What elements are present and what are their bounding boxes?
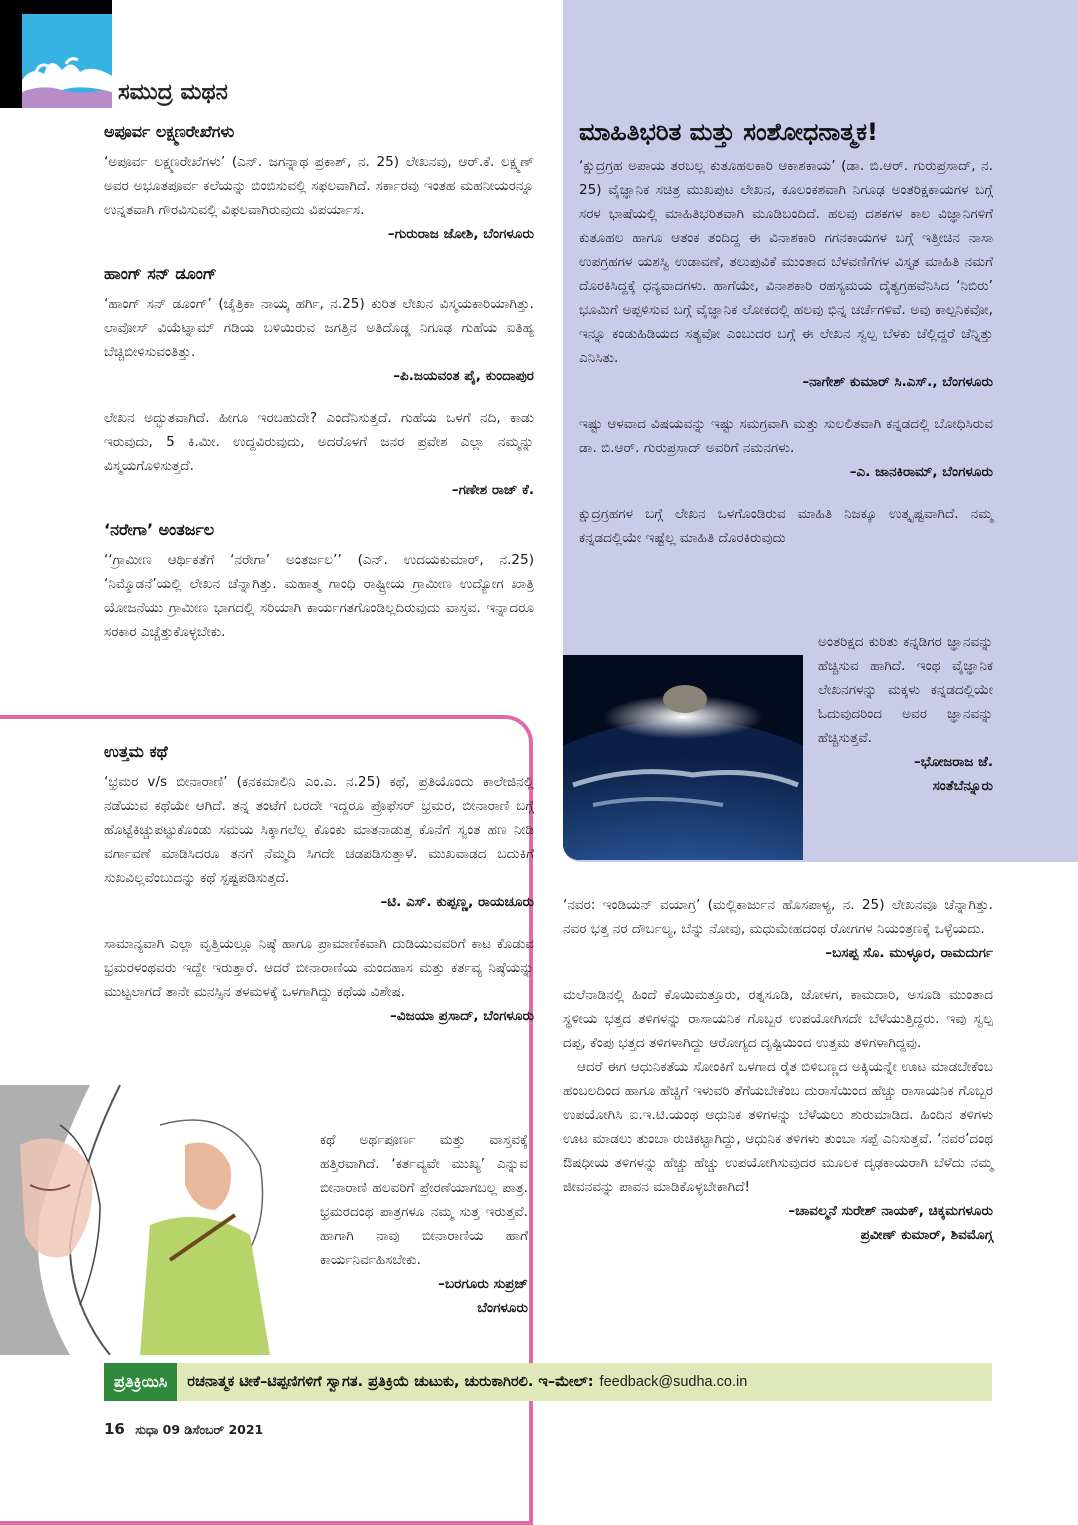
letter-signature-place: ಸಂತೆಬೆನ್ನೂರು bbox=[932, 778, 993, 794]
feedback-text: ರಚನಾತ್ಮಕ ಟೀಕೆ–ಟಿಪ್ಪಣಿಗಳಿಗೆ ಸ್ವಾಗತ. ಪ್ರತಿಕ್ರಿಯೆ ಚುಟುಕು, ಚುರುಕಾಗಿರಲಿ. ಇ–ಮೇಲ್: bbox=[187, 1374, 594, 1390]
letter-signature: –ಚಾವಲ್ಮನೆ ಸುರೇಶ್ ನಾಯಕ್, ಚಿಕ್ಕಮಗಳೂರು bbox=[788, 1203, 993, 1219]
wave-logo-icon bbox=[22, 14, 112, 108]
issue-info: ಸುಧಾ 09 ಡಿಸೆಂಬರ್ 2021 bbox=[135, 1422, 264, 1437]
aside-text-column bbox=[818, 630, 993, 816]
letter-signature: –ಬಸಪ್ಪ ಸೊ. ಮುಳ್ಳೂರ, ರಾಮದುರ್ಗ bbox=[825, 945, 993, 961]
letter-signature: –ವಿಜಯಾ ಪ್ರಸಾದ್, ಬೆಂಗಳೂರು bbox=[390, 1008, 534, 1024]
feedback-banner bbox=[104, 1363, 992, 1401]
letter-body: ಸಾಮಾನ್ಯವಾಗಿ ಎಲ್ಲಾ ವೃತ್ತಿಯಲ್ಲೂ ನಿಷ್ಠೆ ಹಾಗೂ ಪ್ರಾಮಾಣಿಕವಾಗಿ ದುಡಿಯುವವರಿಗೆ ಕಾಟ ಕೊಡುವ ಭ್ರಮರಳಂಥವರು ಇದ್ದೇ ಇರುತ್ತಾರೆ. ಆದರೆ ಬೀನಾರಾಣಿಯ ಮಂದಹಾಸ ಮತ್ತು ಕರ್ತವ್ಯ ನಿಷ್ಠೆಯನ್ನು ಮುಟ್ಟಲಾಗದೆ ತಾನೇ ಮನಸ್ಸಿನ ತಳಮಳಕ್ಕೆ ಒಳಗಾಗಿದ್ದು ಕಥೆಯ ವಿಶೇಷ. bbox=[104, 936, 534, 1000]
letter-signature: –ಬರಗೂರು ಸುಪ್ರಜ್ bbox=[438, 1276, 528, 1292]
story-column bbox=[104, 742, 534, 1046]
letter-signature: –ಎ. ಜಾನಕಿರಾಮ್, ಬೆಂಗಳೂರು bbox=[849, 464, 993, 480]
page-number: 16 bbox=[104, 1420, 125, 1438]
feedback-tag: ಪ್ರತಿಕ್ರಿಯಿಸಿ bbox=[104, 1363, 177, 1401]
letter-body: ಲೇಖನ ಅದ್ಭುತವಾಗಿದೆ. ಹೀಗೂ ಇರಬಹುದೇ? ಎಂದೆನಿಸುತ್ತದೆ. ಗುಹೆಯ ಒಳಗೆ ನದಿ, ಕಾಡು ಇರುವುದು, 5 ಕಿ.ಮೀ. ಉದ್ದವಿರುವುದು, ಅದರೊಳಗೆ ಜನರ ಪ್ರವೇಶ ಎಲ್ಲಾ ನಮ್ಮನ್ನು ವಿಸ್ಮಯಗೊಳಿಸುತ್ತದೆ. bbox=[104, 410, 534, 474]
page-footer bbox=[104, 1420, 263, 1438]
letter-heading: ಹಾಂಗ್ ಸನ್ ಡೂಂಗ್ bbox=[104, 264, 217, 283]
asteroid-impact-image bbox=[563, 655, 803, 860]
letter-body: ‘ಅಪೂರ್ವ ಲಕ್ಷ್ಮಣರೇಖೆಗಳು’ (ಎನ್. ಜಗನ್ನಾಥ ಪ್ರಕಾಶ್, ನ. 25) ಲೇಖನವು, ಆರ್.ಕೆ. ಲಕ್ಷ್ಮಣ್ ಅವರ ಅಭೂತಪೂರ್ವ ಕಲೆಯನ್ನು ಬಿಂಬಿಸುವಲ್ಲಿ ಸಫಲವಾಗಿದೆ. ಸರ್ಕಾರವು ಇಂತಹ ಮಹನೀಯರನ್ನೂ ಉನ್ನತವಾಗಿ ಗೌರವಿಸುವಲ್ಲಿ ವಿಫಲವಾಗಿರುವುದು ವಿಪರ್ಯಾಸ. bbox=[104, 154, 534, 218]
letter-body: ‘ಕ್ಷುದ್ರಗ್ರಹ ಅಪಾಯ ತರಬಲ್ಲ ಕುತೂಹಲಕಾರಿ ಆಕಾಶಕಾಯ’ (ಡಾ. ಬಿ.ಆರ್. ಗುರುಪ್ರಸಾದ್, ನ. 25) ವೈಜ್ಞಾನಿಕ ಸಚಿತ್ರ ಮುಖಪುಟ ಲೇಖನ, ಕೂಲಂಕಶವಾಗಿ ನಿಗೂಢ ಅಂತರಿಕ್ಷಕಾಯಗಳ ಬಗ್ಗೆ ಸರಳ ಭಾಷೆಯಲ್ಲಿ ಮಾಹಿತಿಭರಿತವಾಗಿ ಮೂಡಿಬಂದಿದೆ. ಹಲವು ದಶಕಗಳ ಕಾಲ ವಿಜ್ಞಾನಿಗಳಿಗೆ ಕುತೂಹಲ ಹಾಗೂ ಆತಂಕ ತಂದಿದ್ದ ಈ ವಿನಾಶಕಾರಿ ಗಗನಕಾಯಗಳ ಬಗ್ಗೆ ಇತ್ತೀಚಿನ ನಾಸಾ ಉಪಗ್ರಹಗಳ ಯಶಸ್ವಿ ಉಡಾವಣೆ, ತಲುಪುವಿಕೆ ಮುಂತಾದ ಬೆಳವಣಿಗೆಗಳ ವಿಸ್ತೃತ ಮಾಹಿತಿ ನಮಗೆ ದೊರಕಿಸಿದ್ದಕ್ಕೆ ಧನ್ಯವಾದಗಳು. ಹಾಗೆಯೇ, ವಿನಾಶಕಾರಿ ರಹಸ್ಯಮಯ ದೈತ್ಯಗ್ರಹವೆನಿಸಿದ ‘ನಿಬಿರು’ ಭೂಮಿಗೆ ಅಪ್ಪಳಿಸುವ ಬಗ್ಗೆ ವೈಜ್ಞಾನಿಕ ಲೋಕದಲ್ಲಿ ಹಲವು ಭಿನ್ನ ಚರ್ಚೆಗಳಿವೆ. ಅವು ಕಾಲ್ಪನಿಕವೋ, ಇನ್ನೂ ಕಂಡುಹಿಡಿಯದ ಸತ್ಯವೋ ಎಂಬುದರ ಬಗ್ಗೆ ಈ ಲೇಖನ ಸ್ವಲ್ಪ ಬೆಳಕು ಚೆಲ್ಲಿದ್ದರೆ ಚೆನ್ನಿತ್ತು ಎನಿಸಿತು. bbox=[579, 158, 993, 366]
section-title: ಸಮುದ್ರ ಮಥನ bbox=[118, 80, 228, 105]
letter-signature: –ಟಿ. ಎಸ್. ಕುಪ್ಪಣ್ಣ, ರಾಯಚೂರು bbox=[380, 894, 534, 910]
right-top-column bbox=[579, 118, 993, 550]
letter-signature: –ಗಣೇಶ ರಾಜ್ ಕೆ. bbox=[451, 482, 534, 498]
story-right-text bbox=[320, 1128, 528, 1338]
letter-signature: –ಭೋಜರಾಜ ಜೆ. bbox=[913, 754, 993, 770]
left-column bbox=[104, 122, 534, 644]
letter-body: ಅಂತರಿಕ್ಷದ ಕುರಿತು ಕನ್ನಡಿಗರ ಜ್ಞಾನವನ್ನು ಹೆಚ್ಚಿಸುವ ಹಾಗಿದೆ. ಇಂಥ ವೈಜ್ಞಾನಿಕ ಲೇಖನಗಳನ್ನು ಮಕ್ಕಳು ಕನ್ನಡದಲ್ಲಿಯೇ ಓದುವುದರಿಂದ ಅವರ ಜ್ಞಾನವನ್ನು ಹೆಚ್ಚಿಸುತ್ತವೆ. bbox=[818, 634, 993, 746]
feedback-email-link[interactable]: feedback@sudha.co.in bbox=[599, 1374, 748, 1390]
story-illustration bbox=[0, 1085, 330, 1355]
letter-body: ‘ಹಾಂಗ್ ಸನ್ ಡೂಂಗ್’ (ಚೈತ್ರಿಕಾ ನಾಯ್ಕ ಹರ್ಗಿ, ನ.25) ಕುರಿತ ಲೇಖನ ವಿಸ್ಮಯಕಾರಿಯಾಗಿತ್ತು. ಲಾವೋಸ್ ವಿಯೆಟ್ನಾಮ್ ಗಡಿಯ ಬಳಿಯಿರುವ ಜಗತ್ತಿನ ಅತಿದೊಡ್ಡ ನಿಗೂಢ ಗುಹೆಯ ಐತಿಹ್ಯ ಬೆಚ್ಚಿಬೀಳಿಸುವಂತಿತ್ತು. bbox=[104, 296, 534, 360]
letter-signature: –ನಾಗೇಶ್ ಕುಮಾರ್ ಸಿ.ಎಸ್., ಬೆಂಗಳೂರು bbox=[802, 374, 993, 390]
letter-signature: ಪ್ರವೀಣ್ ಕುಮಾರ್, ಶಿವಮೊಗ್ಗ bbox=[860, 1227, 993, 1243]
letter-body: ‘ನವರ: ಇಂಡಿಯನ್ ವಯಾಗ್ರ’ (ಮಲ್ಲಿಕಾರ್ಜುನ ಹೊಸಪಾಳ್ಯ, ನ. 25) ಲೇಖನವೂ ಚೆನ್ನಾಗಿತ್ತು. ನವರ ಭತ್ತ ನರ ದೌರ್ಬಲ್ಯ, ಬೆನ್ನು ನೋವು, ಮಧುಮೇಹದಂಥ ರೋಗಗಳ ನಿಯಂತ್ರಣಕ್ಕೆ ಒಳ್ಳೆಯದು. bbox=[563, 897, 993, 937]
right-bottom-column bbox=[563, 893, 993, 1265]
letter-signature: –ಗುರುರಾಜ ಜೋಶಿ, ಬೆಂಗಳೂರು bbox=[387, 226, 534, 242]
letter-body: ಆದರೆ ಈಗ ಆಧುನಿಕತೆಯ ಸೋಂಕಿಗೆ ಒಳಗಾದ ರೈತ ಬಿಳಿಬಣ್ಣದ ಅಕ್ಕಿಯನ್ನೇ ಊಟ ಮಾಡಬೇಕೆಂಬ ಹಂಬಲದಿಂದ ಹಾಗೂ ಹೆಚ್ಚಿಗೆ ಇಳುವರಿ ತೆಗೆಯಬೇಕೆಂಬ ದುರಾಸೆಯಿಂದ ಹೆಚ್ಚು ರಾಸಾಯನಿಕ ಗೊಬ್ಬರ ಉಪಯೋಗಿಸಿ ಐ.ಇ.ಟಿ.ಯಂಥ ಆಧುನಿಕ ತಳಿಗಳನ್ನು ಬೆಳೆಯಲು ಶುರುಮಾಡಿದ. ಹಿಂದಿನ ತಳಿಗಳು ಊಟ ಮಾಡಲು ತುಂಬಾ ರುಚಿಕಟ್ಟಾಗಿದ್ದು, ಆಧುನಿಕ ತಳಿಗಳು ತುಂಬಾ ಸಪ್ಪೆ ಎನಿಸುತ್ತವೆ. ‘ನವರ’ದಂಥ ಔಷಧೀಯ ತಳಿಗಳನ್ನು ಹೆಚ್ಚು ಹೆಚ್ಚು ಉಪಯೋಗಿಸುವುದರ ಮೂಲಕ ದೃಢಕಾಯರಾಗಿ ಬೆಳೆದು ನಮ್ಮ ಜೀವನವನ್ನು ಪಾವನ ಮಾಡಿಕೊಳ್ಳಬೇಕಾಗಿದೆ! bbox=[563, 1059, 993, 1195]
letter-body: ಇಷ್ಟು ಆಳವಾದ ವಿಷಯವನ್ನು ಇಷ್ಟು ಸಮಗ್ರವಾಗಿ ಮತ್ತು ಸುಲಲಿತವಾಗಿ ಕನ್ನಡದಲ್ಲಿ ಬೋಧಿಸಿರುವ ಡಾ. ಬಿ.ಆರ್. ಗುರುಪ್ರಸಾದ್ ಅವರಿಗೆ ನಮನಗಳು. bbox=[579, 416, 993, 456]
letter-body: ‘ಭ್ರಮರ v/s ಬೀನಾರಾಣಿ’ (ಕನಕಮಾಲಿನಿ ಎಂ.ಎ. ನ.25) ಕಥೆ, ಪ್ರತಿಯೊಂದು ಕಾಲೇಜಿನಲ್ಲಿ ನಡೆಯುವ ಕಥೆಯೇ ಆಗಿದೆ. ತನ್ನ ತಂಟೆಗೆ ಬರದೇ ಇದ್ದರೂ ಪ್ರೊಫೆಸರ್ ಭ್ರಮರ, ಬೀನಾರಾಣಿ ಬಗ್ಗೆ ಹೊಟ್ಟೆಕಿಚ್ಚುಪಟ್ಟುಕೊಂಡು ಸಮಯ ಸಿಕ್ಕಾಗಲೆಲ್ಲ ಕೊಂಕು ಮಾತನಾಡುತ್ತ ಕೊನೆಗೆ ಸ್ವಂತ ಹಣ ನೀಡಿ ವರ್ಗಾವಣೆ ಮಾಡಿಸಿದರೂ ತನಗೆ ನೆಮ್ಮದಿ ಸಿಗದೇ ಚಡಪಡಿಸುತ್ತಾಳೆ. ಮುಖವಾಡದ ಬದುಕಿಗೆ ಸುಖವಿಲ್ಲವೆಂಬುದನ್ನು ಕಥೆ ಸ್ಪಷ್ಟಪಡಿಸುತ್ತದೆ. bbox=[104, 774, 534, 886]
letter-signature-place: ಬೆಂಗಳೂರು bbox=[477, 1300, 528, 1316]
section-logo bbox=[0, 0, 112, 108]
letter-heading: ಅಪೂರ್ವ ಲಕ್ಷ್ಮಣರೇಖೆಗಳು bbox=[104, 122, 235, 141]
letter-signature: –ಪಿ.ಜಯವಂತ ಪೈ, ಕುಂದಾಪುರ bbox=[393, 368, 534, 384]
letter-body: ‘‘ಗ್ರಾಮೀಣ ಆರ್ಥಿಕತೆಗೆ ‘ನರೇಗಾ’ ಅಂತರ್ಜಲ’’ (ಎನ್. ಉದಯಕುಮಾರ್, ನ.25) ‘ನಿಮ್ಮೊಡನೆ’ಯಲ್ಲಿ ಲೇಖನ ಚೆನ್ನಾಗಿತ್ತು. ಮಹಾತ್ಮ ಗಾಂಧಿ ರಾಷ್ಟ್ರೀಯ ಗ್ರಾಮೀಣ ಉದ್ಯೋಗ ಖಾತ್ರಿ ಯೋಜನೆಯು ಗ್ರಾಮೀಣ ಭಾಗದಲ್ಲಿ ಸರಿಯಾಗಿ ಕಾರ್ಯಗತಗೊಂಡಿಲ್ಲದಿರುವುದು ವಾಸ್ತವ. ಇನ್ನಾದರೂ ಸರಕಾರ ಎಚ್ಚೆತ್ತುಕೊಳ್ಳಬೇಕು. bbox=[104, 552, 534, 640]
panel-headline: ಮಾಹಿತಿಭರಿತ ಮತ್ತು ಸಂಶೋಧನಾತ್ಮಕ! bbox=[579, 118, 878, 146]
letter-body: ಕಥೆ ಅರ್ಥಪೂರ್ಣ ಮತ್ತು ವಾಸ್ತವಕ್ಕೆ ಹತ್ತಿರವಾಗಿದೆ. ‘ಕರ್ತವ್ಯವೇ ಮುಖ್ಯ’ ಎನ್ನುವ ಬೀನಾರಾಣಿ ಹಲವರಿಗೆ ಪ್ರೇರಣೆಯಾಗಬಲ್ಲ ಪಾತ್ರ. ಭ್ರಮರದಂಥ ಪಾತ್ರಗಳೂ ನಮ್ಮ ಸುತ್ತ ಇರುತ್ತವೆ. ಹಾಗಾಗಿ ನಾವು ಬೀನಾರಾಣಿಯ ಹಾಗೆ ಕಾರ್ಯನಿರ್ವಹಿಸಬೇಕು. bbox=[320, 1132, 528, 1268]
letter-body: ಮಲೆನಾಡಿನಲ್ಲಿ ಹಿಂದೆ ಕೊಯಿಮತ್ತೂರು, ರತ್ನಸೂಡಿ, ಜೋಳಗ, ಕಾಮದಾರಿ, ಅಸೂಡಿ ಮುಂತಾದ ಸ್ಥಳೀಯ ಭತ್ತದ ತಳಿಗಳನ್ನು ರಾಸಾಯನಿಕ ಗೊಬ್ಬರ ಉಪಯೋಗಿಸದೇ ಬೆಳೆಯುತ್ತಿದ್ದರು. ಇವು ಸ್ವಲ್ಪ ದಪ್ಪ, ಕೆಂಪು ಭತ್ತದ ತಳಿಗಳಾಗಿದ್ದು ಆರೋಗ್ಯದ ದೃಷ್ಟಿಯಿಂದ ಉತ್ತಮ ತಳಿಗಳಾಗಿದ್ದವು. bbox=[563, 987, 993, 1051]
story-heading: ಉತ್ತಮ ಕಥೆ bbox=[104, 742, 168, 761]
letter-body: ಕ್ಷುದ್ರಗ್ರಹಗಳ ಬಗ್ಗೆ ಲೇಖನ ಒಳಗೊಂಡಿರುವ ಮಾಹಿತಿ ನಿಜಕ್ಕೂ ಉತ್ಕೃಷ್ಟವಾಗಿದೆ. ನಮ್ಮ ಕನ್ನಡದಲ್ಲಿಯೇ ಇಷ್ಟೆಲ್ಲ ಮಾಹಿತಿ ದೊರಕಿರುವುದು bbox=[579, 506, 993, 546]
letter-heading: ‘ನರೇಗಾ’ ಅಂತರ್ಜಲ bbox=[104, 520, 215, 539]
